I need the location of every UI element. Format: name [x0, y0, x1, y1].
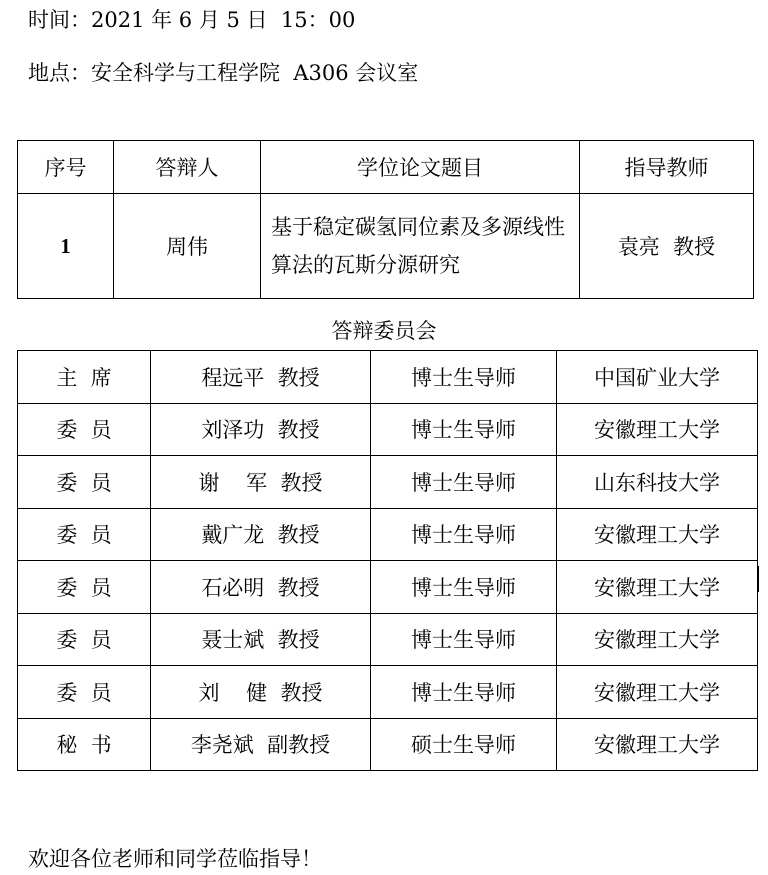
committee-role: 秘 书 — [18, 718, 151, 771]
committee-row — [18, 456, 758, 509]
committee-row — [18, 403, 758, 456]
committee-institution: 安徽理工大学 — [557, 718, 758, 771]
meeting-place: 地点：安全科学与工程学院 A306 会议室 — [28, 61, 419, 85]
advisor-name: 袁亮 教授 — [580, 194, 754, 299]
meeting-time: 时间：2021 年 6 月 5 日 15：00 — [28, 8, 356, 32]
committee-institution: 中国矿业大学 — [557, 351, 758, 404]
committee-row — [18, 561, 758, 614]
committee-row — [18, 718, 758, 771]
committee-row — [18, 508, 758, 561]
defense-number: 1 — [18, 194, 114, 299]
committee-role: 委 员 — [18, 403, 151, 456]
committee-qualification: 博士生导师 — [371, 666, 557, 719]
committee-row — [18, 666, 758, 719]
page-edge-mark — [757, 566, 759, 592]
committee-row — [18, 351, 758, 404]
committee-institution: 安徽理工大学 — [557, 666, 758, 719]
committee-member-name: 戴广龙 教授 — [151, 508, 371, 561]
header-defender: 答辩人 — [114, 141, 261, 194]
committee-member-name: 聂士斌 教授 — [151, 613, 371, 666]
committee-qualification: 博士生导师 — [371, 456, 557, 509]
defense-table-header-row — [18, 141, 754, 194]
closing-message: 欢迎各位老师和同学莅临指导！ — [28, 847, 322, 871]
committee-institution: 安徽理工大学 — [557, 508, 758, 561]
defense-table — [17, 140, 754, 299]
committee-role: 委 员 — [18, 508, 151, 561]
header-thesis-title: 学位论文题目 — [261, 141, 580, 194]
committee-member-name: 刘 健 教授 — [151, 666, 371, 719]
committee-role: 委 员 — [18, 561, 151, 614]
committee-qualification: 硕士生导师 — [371, 718, 557, 771]
committee-member-name: 谢 军 教授 — [151, 456, 371, 509]
committee-role: 委 员 — [18, 666, 151, 719]
header-number: 序号 — [18, 141, 114, 194]
defense-table-row — [18, 194, 754, 299]
committee-caption: 答辩委员会 — [331, 319, 437, 343]
defender-name: 周伟 — [114, 194, 261, 299]
committee-role: 委 员 — [18, 613, 151, 666]
committee-institution: 安徽理工大学 — [557, 561, 758, 614]
committee-role: 委 员 — [18, 456, 151, 509]
committee-member-name: 程远平 教授 — [151, 351, 371, 404]
committee-qualification: 博士生导师 — [371, 561, 557, 614]
thesis-title: 基于稳定碳氢同位素及多源线性算法的瓦斯分源研究 — [261, 194, 580, 299]
committee-institution: 安徽理工大学 — [557, 403, 758, 456]
committee-table — [17, 350, 758, 771]
header-advisor: 指导教师 — [580, 141, 754, 194]
committee-qualification: 博士生导师 — [371, 508, 557, 561]
committee-member-name: 刘泽功 教授 — [151, 403, 371, 456]
committee-row — [18, 613, 758, 666]
committee-qualification: 博士生导师 — [371, 351, 557, 404]
committee-member-name: 石必明 教授 — [151, 561, 371, 614]
committee-role: 主 席 — [18, 351, 151, 404]
committee-institution: 山东科技大学 — [557, 456, 758, 509]
committee-institution: 安徽理工大学 — [557, 613, 758, 666]
committee-qualification: 博士生导师 — [371, 403, 557, 456]
committee-qualification: 博士生导师 — [371, 613, 557, 666]
committee-member-name: 李尧斌 副教授 — [151, 718, 371, 771]
